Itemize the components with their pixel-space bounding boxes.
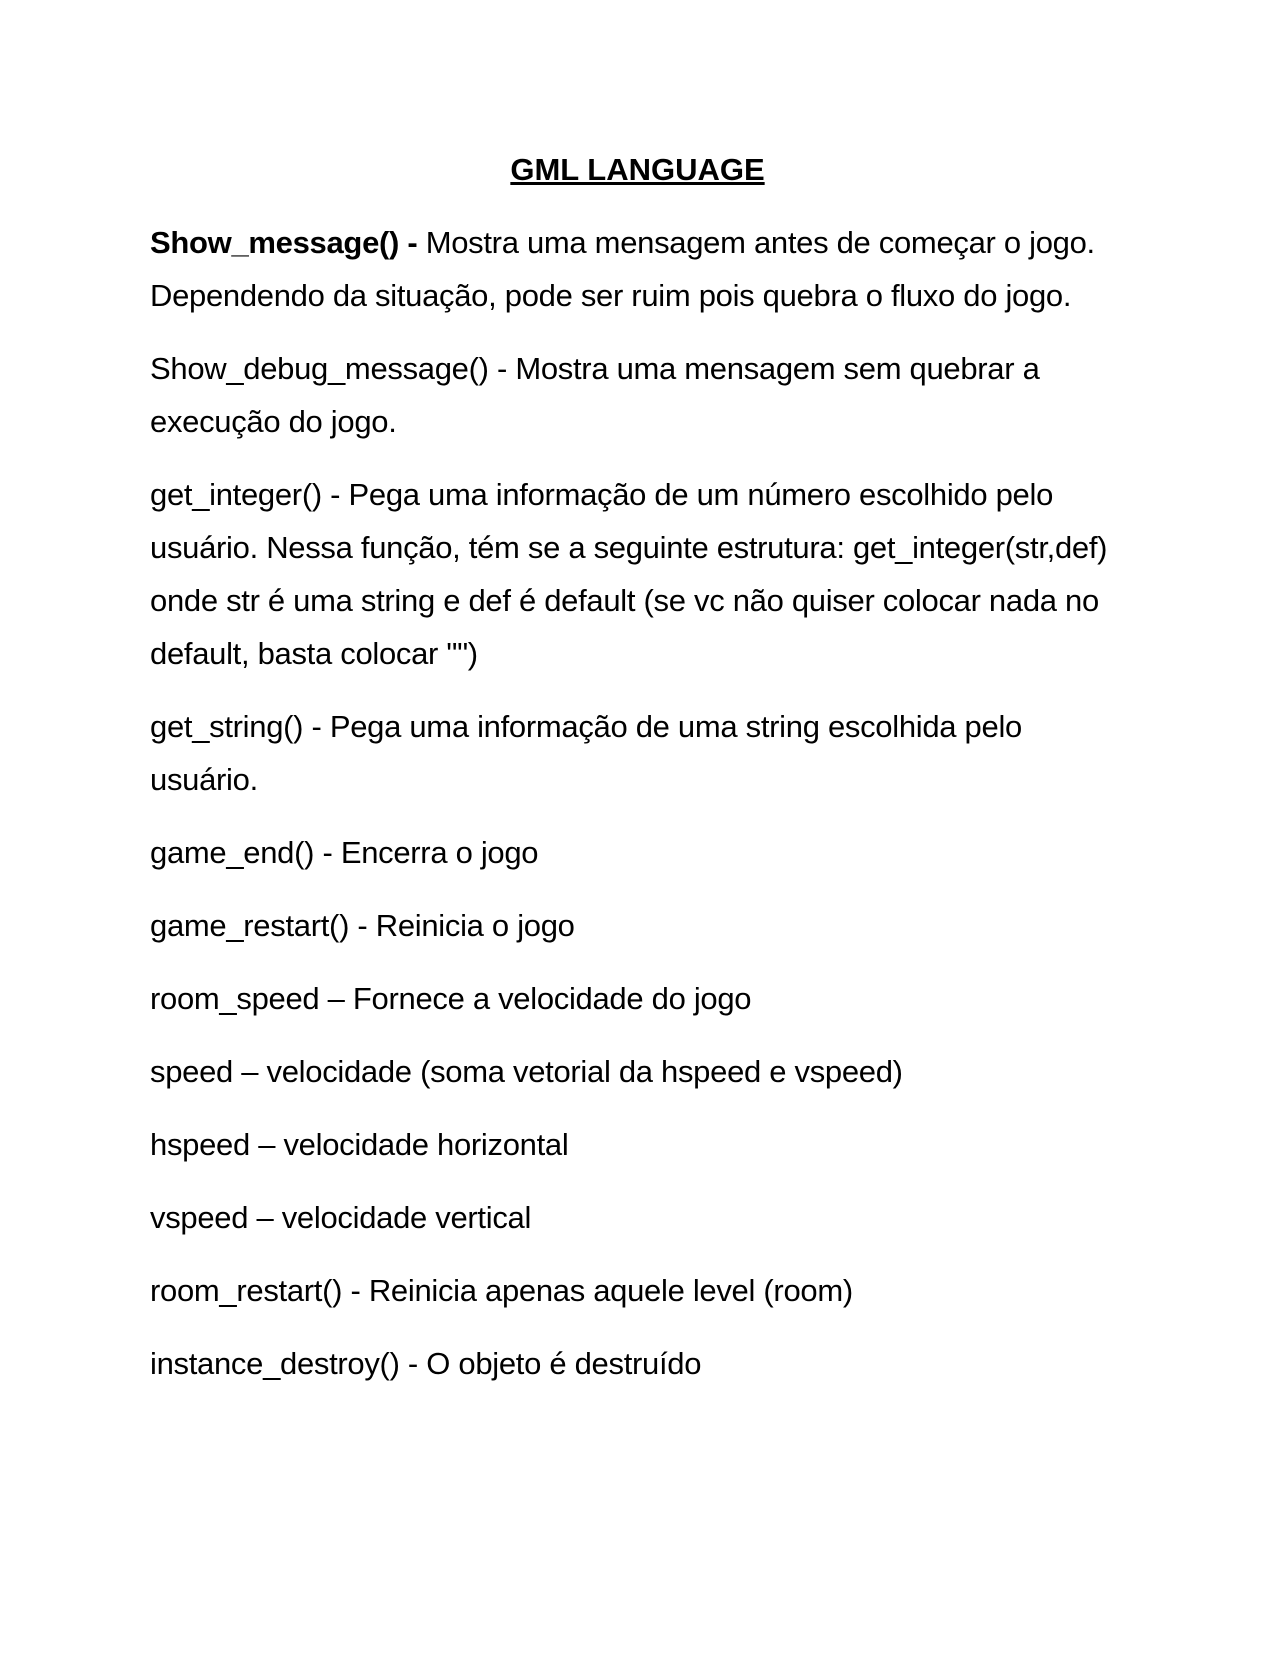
- document-title: GML LANGUAGE: [510, 152, 765, 187]
- entry-description: velocidade horizontal: [275, 1127, 569, 1162]
- entry-description: Mostra uma mensagem sem quebrar a execução do jogo.: [150, 351, 1040, 439]
- entry-hspeed: [150, 1118, 1125, 1171]
- entry-term: hspeed –: [150, 1127, 276, 1162]
- entry-game-restart: [150, 899, 1125, 952]
- entry-description: Reinicia apenas aquele level (room): [360, 1273, 853, 1308]
- entry-term: game_end() -: [150, 835, 333, 870]
- entry-description: O objeto é destruído: [417, 1346, 702, 1381]
- entry-show-message: [150, 216, 1125, 322]
- entry-get-integer: [150, 468, 1125, 680]
- entry-description: Encerra o jogo: [332, 835, 539, 870]
- entry-term: Show_message() -: [150, 225, 418, 260]
- entry-speed: [150, 1045, 1125, 1098]
- entry-term: room_restart() -: [150, 1273, 361, 1308]
- entry-term: game_restart() -: [150, 908, 368, 943]
- entry-description: Pega uma informação de uma string escolhida pelo usuário.: [150, 709, 1022, 797]
- entry-vspeed: [150, 1191, 1125, 1244]
- entry-description: Mostra uma mensagem antes de começar o jogo. Dependendo da situação, pode ser ruim pois quebra o fluxo do jogo.: [150, 225, 1095, 313]
- entry-room-speed: [150, 972, 1125, 1025]
- entry-description: velocidade vertical: [273, 1200, 532, 1235]
- entry-term: speed –: [150, 1054, 259, 1089]
- entry-instance-destroy: [150, 1337, 1125, 1390]
- entry-game-end: [150, 826, 1125, 879]
- entry-description: Fornece a velocidade do jogo: [344, 981, 752, 1016]
- entry-term: vspeed –: [150, 1200, 274, 1235]
- entry-term: instance_destroy() -: [150, 1346, 418, 1381]
- entry-show-debug-message: [150, 342, 1125, 448]
- entry-term: get_string() -: [150, 709, 322, 744]
- document-page: [150, 150, 1125, 1410]
- entry-description: velocidade (soma vetorial da hspeed e vspeed): [258, 1054, 903, 1089]
- entry-room-restart: [150, 1264, 1125, 1317]
- entry-term: get_integer() -: [150, 477, 341, 512]
- entry-term: room_speed –: [150, 981, 345, 1016]
- entry-term: Show_debug_message() -: [150, 351, 507, 386]
- entry-description: Pega uma informação de um número escolhido pelo usuário. Nessa função, tém se a seguinte estrutura: get_integer(str,def) onde str é uma string e def é default (se vc não quiser colocar nada no default, basta colocar ""): [150, 477, 1108, 671]
- entry-description: Reinicia o jogo: [367, 908, 575, 943]
- entry-get-string: [150, 700, 1125, 806]
